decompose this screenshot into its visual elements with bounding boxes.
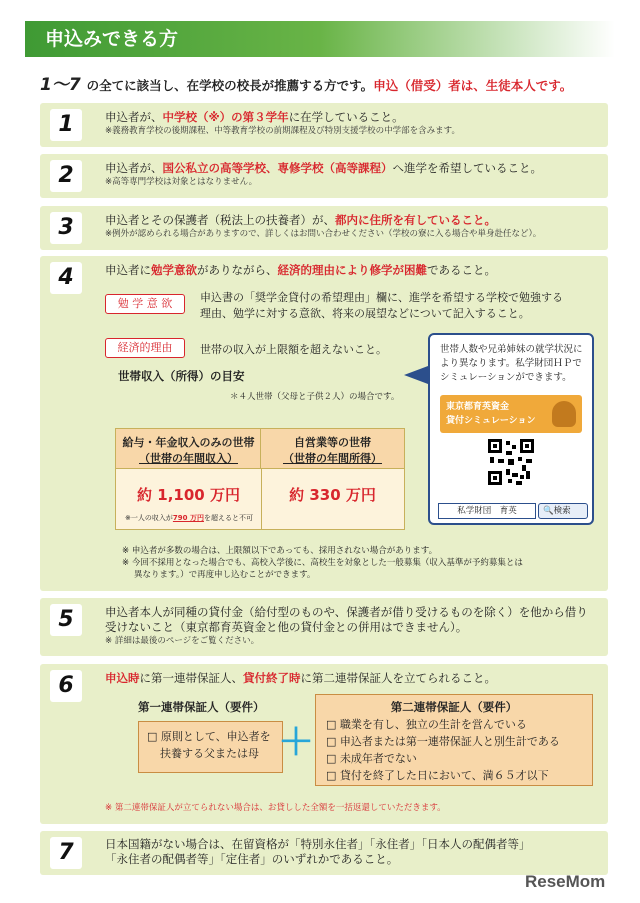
intro-range: 1〜7	[40, 75, 81, 95]
text-highlight: 中学校（※）の第３学年	[162, 110, 289, 124]
requirement-line: 申込者または第一連帯保証人と別生計である	[339, 735, 560, 748]
col1-value-note	[118, 513, 260, 523]
checkbox-icon: □	[326, 752, 337, 765]
requirement-text	[105, 263, 600, 278]
item4-notes	[122, 545, 523, 581]
requirement-number: 1	[50, 109, 82, 141]
note-line: ※ 今回不採用となった場合でも、高校入学後に、高校生を対象とした一般募集（収入基準が予約募集とは	[122, 558, 523, 568]
requirement-number: 5	[50, 604, 82, 636]
requirement-line: 職業を有し、独立の生計を営んでいる	[339, 718, 527, 731]
text-line: より異なります。私学財団ＨＰで	[440, 358, 582, 369]
note-highlight: 790 万円	[172, 514, 204, 522]
requirement-line: 原則として、申込者を	[160, 730, 271, 743]
search-box[interactable]: 私学財団 育英	[438, 503, 536, 519]
text-line: 世帯人数や兄弟姉妹の就学状況に	[440, 344, 583, 355]
guarantor2-title: 第二連帯保証人（要件）	[390, 700, 518, 714]
guarantor1-box	[138, 721, 283, 773]
requirement-1	[40, 103, 608, 147]
intro-text: の全てに該当し、在学校の校長が推薦する方です。	[86, 78, 374, 93]
requirement-3	[40, 206, 608, 250]
col1-header	[116, 434, 261, 466]
checkbox-icon: □	[326, 769, 337, 782]
watermark-logo: ReseMom	[525, 872, 606, 891]
header-line: （世帯の年間所得）	[283, 452, 382, 465]
checkbox-icon: □	[147, 730, 158, 743]
callout-tail	[404, 366, 428, 384]
guarantor2-item	[326, 733, 582, 750]
banner-line: 東京都育英資金	[446, 402, 510, 412]
plus-icon: ＋	[278, 722, 315, 763]
search-button-label: 検索	[553, 506, 571, 516]
text-part: に在学していること。	[288, 110, 404, 124]
qr-code-icon	[488, 439, 534, 485]
header-line: （世帯の年間収入）	[139, 452, 238, 465]
text-part: 申込者が、	[105, 110, 163, 124]
requirement-text	[105, 213, 600, 240]
mascot-icon	[552, 401, 576, 427]
col1-value: 約 1,100 万円	[137, 486, 240, 504]
requirement-number: 6	[50, 670, 82, 702]
requirement-note: ※例外が認められる場合がありますので、詳しくはお問い合わせください（学校の寮に入る場合や単身赴任など）。	[105, 229, 542, 239]
requirement-line: 未成年者でない	[339, 752, 417, 765]
checkbox-icon: □	[326, 718, 337, 731]
text-highlight: 申込時	[105, 671, 140, 685]
text-part: に第一連帯保証人、	[139, 671, 243, 685]
requirement-text	[105, 837, 600, 867]
note-line: 異なります。）で再度申し込むことができます。	[134, 570, 316, 580]
text-part: 申込者が、	[105, 161, 163, 175]
text-part: に第二連帯保証人を立てられること。	[300, 671, 496, 685]
simulation-banner[interactable]	[440, 395, 582, 433]
requirement-5	[40, 598, 608, 656]
requirement-note: ※高等専門学校は対象とはなりません。	[105, 177, 258, 187]
text-line: 理由、勉学に対する意欲、将来の展望などについて記入すること。	[200, 307, 530, 320]
guarantor2-item	[326, 750, 582, 767]
tag-study-motivation: 勉 学 意 欲	[105, 294, 185, 314]
col2-header	[261, 434, 404, 466]
callout-text	[440, 343, 583, 385]
requirement-text	[105, 605, 600, 647]
text-line: 受けないこと（東京都育英資金と他の貸付金との併用はできません）。	[105, 620, 468, 634]
note-part: を超えると不可	[203, 514, 253, 522]
header-line: 自営業等の世帯	[294, 436, 371, 449]
text-part: へ進学を希望していること。	[392, 161, 542, 175]
requirement-text	[105, 671, 600, 686]
intro-line	[40, 70, 572, 95]
text-part: 申込者とその保護者（税法上の扶養者）が、	[105, 213, 335, 227]
requirement-number: 2	[50, 160, 82, 192]
text-highlight: 貸付終了時	[243, 671, 301, 685]
requirement-text	[105, 161, 600, 188]
income-title: 世帯収入（所得）の目安	[118, 369, 245, 383]
text-highlight: 国公私立の高等学校、専修学校（高等課程）	[162, 161, 393, 175]
section-header: 申込みできる方	[25, 21, 615, 57]
guarantor2-item	[326, 716, 582, 733]
requirement-line: 貸付を終了した日において、満６５才以下	[339, 769, 549, 782]
requirement-number: 3	[50, 212, 82, 244]
search-icon: 🔍	[543, 506, 554, 516]
tag-economic-reason: 経済的理由	[105, 338, 185, 358]
requirement-note: ※ 第二連帯保証人が立てられない場合は、お貸しした全額を一括返還していただきます。	[105, 803, 446, 813]
text-part: がありながら、	[197, 263, 278, 277]
requirement-2	[40, 154, 608, 198]
text-highlight: 経済的理由により修学が困難	[277, 263, 427, 277]
header-line: 給与・年金収入のみの世帯	[122, 436, 255, 449]
guarantor2-box	[315, 694, 593, 786]
text-line: 申込書の「奨学金貸付の希望理由」欄に、進学を希望する学校で勉強する	[200, 291, 563, 304]
income-table	[115, 428, 405, 530]
economic-reason-text: 世帯の収入が上限額を超えないこと。	[200, 343, 387, 356]
col2-value: 約 330 万円	[289, 486, 376, 504]
checkbox-icon: □	[326, 735, 337, 748]
requirement-number: 4	[50, 262, 82, 294]
text-part: 申込者に	[105, 263, 151, 277]
requirement-note: ※ 詳細は最後のページをご覧ください。	[105, 636, 260, 646]
guarantor1-title: 第一連帯保証人（要件）	[138, 700, 265, 714]
note-part: ※一人の収入が	[125, 514, 173, 522]
text-line: 日本国籍がない場合は、在留資格が「特別永住者」「永住者」「日本人の配偶者等」	[105, 837, 531, 851]
requirement-6	[40, 664, 608, 824]
requirement-line: 扶養する父または母	[160, 747, 259, 760]
banner-line: 貸付シミュレーション	[446, 416, 536, 426]
requirement-text	[105, 110, 600, 137]
requirement-note: ※義務教育学校の後期課程、中等教育学校の前期課程及び特別支援学校の中学部を含みます。	[105, 126, 460, 136]
income-subtitle: ＊４人世帯（父母と子供２人）の場合です。	[230, 392, 400, 402]
simulation-callout	[428, 333, 594, 525]
study-motivation-text	[200, 290, 563, 322]
intro-highlight: 申込（借受）者は、生徒本人です。	[373, 78, 573, 93]
text-line: シミュレーションができます。	[440, 372, 572, 383]
requirement-number: 7	[50, 837, 82, 869]
text-line: 「永住者の配偶者等」「定住者」のいずれかであること。	[105, 852, 399, 866]
text-part: であること。	[427, 263, 496, 277]
text-highlight: 勉学意欲	[151, 263, 197, 277]
text-line: 申込者本人が同種の貸付金（給付型のものや、保護者が借り受けるものを除く）を他から借り	[105, 605, 588, 619]
search-button[interactable]	[538, 503, 588, 519]
guarantor2-item	[326, 767, 582, 784]
text-highlight: 都内に住所を有していること。	[335, 213, 496, 227]
requirement-7	[40, 831, 608, 875]
note-line: ※ 申込者が多数の場合は、上限額以下であっても、採用されない場合があります。	[122, 546, 438, 556]
